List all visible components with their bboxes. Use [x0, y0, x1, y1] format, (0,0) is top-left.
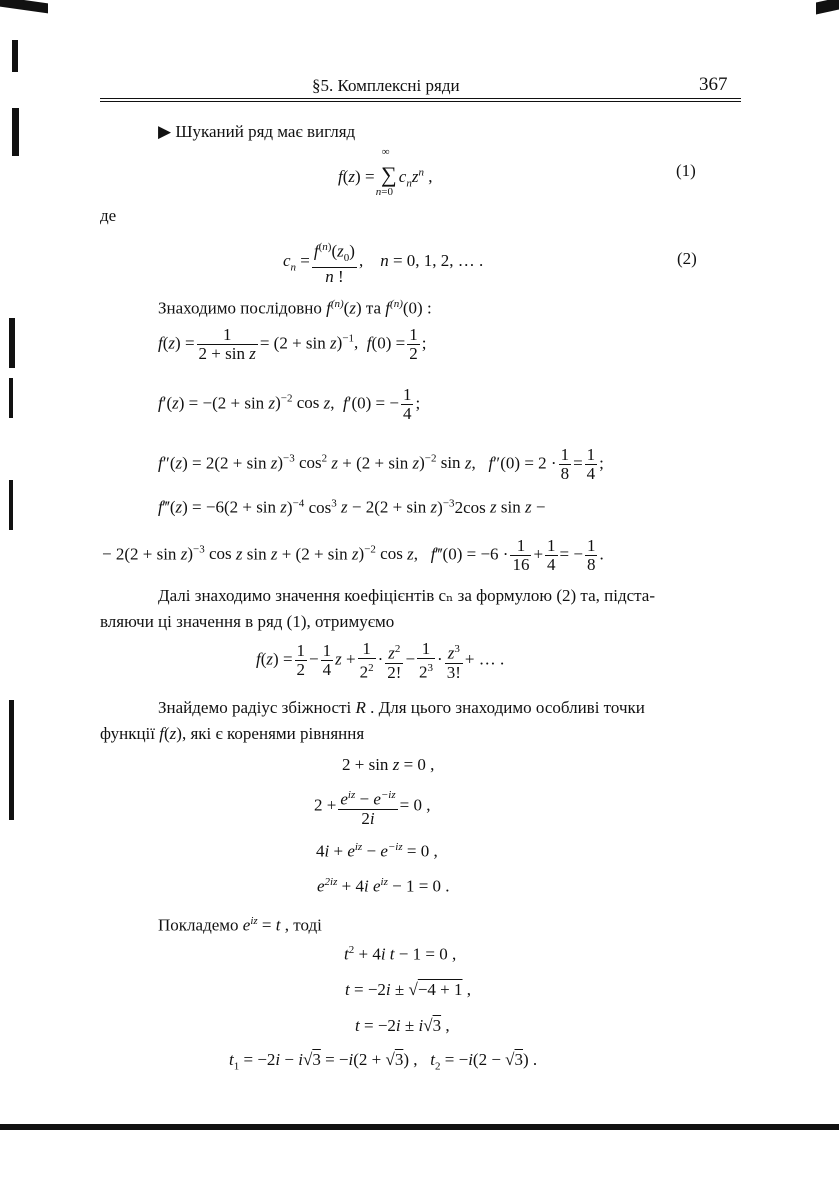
scan-margin-mark — [9, 378, 13, 418]
where-label: де — [100, 206, 117, 225]
root-equation-3: $4i + e^{iz} - e^{-iz} = 0$ , — [316, 841, 438, 861]
scan-margin-mark — [12, 40, 18, 72]
scan-margin-mark — [9, 480, 13, 530]
derivatives-intro: Знаходимо послідовно $f^{(n)}(z)$ та $f^{(n)}(0)$ : — [158, 298, 432, 318]
header-rule — [100, 98, 741, 102]
series-expansion: f(z) = $\frac{1}{2}$ − $\frac{1}{4}$ z + $\frac{1}{2^2}$ · $\frac{z^2}{2!}$ − $\frac{1}{2^3}$ · $\frac{z^3}{3!}$ + … . — [256, 639, 505, 682]
root-equation-4: $e^{2iz} + 4i$ $e^{iz} - 1 = 0$ . — [317, 876, 450, 896]
derivative-3-line1: f‴(z) = $-6(2 + \sin z)^{-4}$ $\cos^3 z - 2(2 + \sin z)^{-3}2\cos$ z sin z − — [158, 497, 546, 517]
scan-margin-mark — [12, 108, 19, 156]
coefficients-paragraph-line2: вляючи ці значення в ряд (1), отримуємо — [100, 612, 395, 631]
radius-paragraph-line1: Знайдемо радіус збіжності R . Для цього знаходимо особливі точки — [158, 698, 645, 717]
substitution-paragraph: Покладемо $e^{iz} = t$ , тоді — [158, 915, 322, 935]
page-number: 367 — [699, 74, 728, 95]
root-equation-1: 2 + sin z = 0 , — [342, 755, 435, 774]
scan-corner-mark-left — [0, 0, 48, 13]
root-equation-2: 2 + $\frac{e^{iz} - e^{-iz}}{2i}$ = 0 , — [314, 786, 430, 828]
derivative-3-line2: − $2(2 + \sin z)^{-3}$ cos z $\sin z + (2 + \sin z)^{-2}$ cos z, f‴(0) = −6 · $\frac{1}{16}$ + $\frac{1}{4}$ = − $\frac{1}{8}$ . — [102, 536, 604, 574]
quadratic-solution: t = −2i ± √−4 + 1 , — [345, 980, 472, 999]
equation-2: $c_n$ = $\frac{f^{(n)}(z_0)}{n !}$ , n = 0, 1, 2, … . — [283, 238, 483, 286]
radius-paragraph-line2: функції f(z), які є коренями рівняння — [100, 724, 365, 743]
quadratic-simplified: t = −2i ± i√3 , — [355, 1016, 450, 1035]
equation-1: f(z) = ∞ ∑ n=0 $c_nz^n$ , — [338, 146, 433, 198]
scan-margin-mark — [9, 700, 14, 820]
derivative-1: $f'(z) = -(2 + \sin z)^{-2}$ cos z, f′(0) = − $\frac{1}{4}$ ; — [158, 385, 421, 423]
intro-paragraph: ▶ Шуканий ряд має вигляд — [158, 122, 356, 141]
equation-2-number: (2) — [677, 249, 697, 268]
quadratic-equation: $t^2 + 4i$ t − 1 = 0 , — [344, 944, 457, 964]
equation-1-number: (1) — [676, 161, 696, 180]
running-header-title: §5. Комплексні ряди — [312, 76, 460, 95]
derivative-2: $f''(z) = 2(2 + \sin z)^{-3}$ $\cos^2 z + (2 + \sin z)^{-2}$ sin z, f″(0) = 2 · $\frac{1}{8}$ = $\frac{1}{4}$ ; — [158, 445, 604, 483]
scan-corner-mark-right — [816, 0, 839, 14]
derivative-0: f(z) = $\frac{1}{\text{2 + sin z}}$ = $(2 + \sin z)^{-1}$, f(0) = $\frac{1}{2}$ ; — [158, 325, 427, 363]
scan-margin-mark — [9, 318, 15, 368]
coefficients-paragraph-line1: Далі знаходимо значення коефіцієнтів cₙ за формулою (2) та, підста- — [158, 586, 655, 605]
scan-bottom-band — [0, 1124, 839, 1130]
roots-t1-t2: $t_1 = -2i - i√3 = -i(2 + √3)$ , $t_2 = -i(2 - √3)$ . — [229, 1050, 538, 1073]
